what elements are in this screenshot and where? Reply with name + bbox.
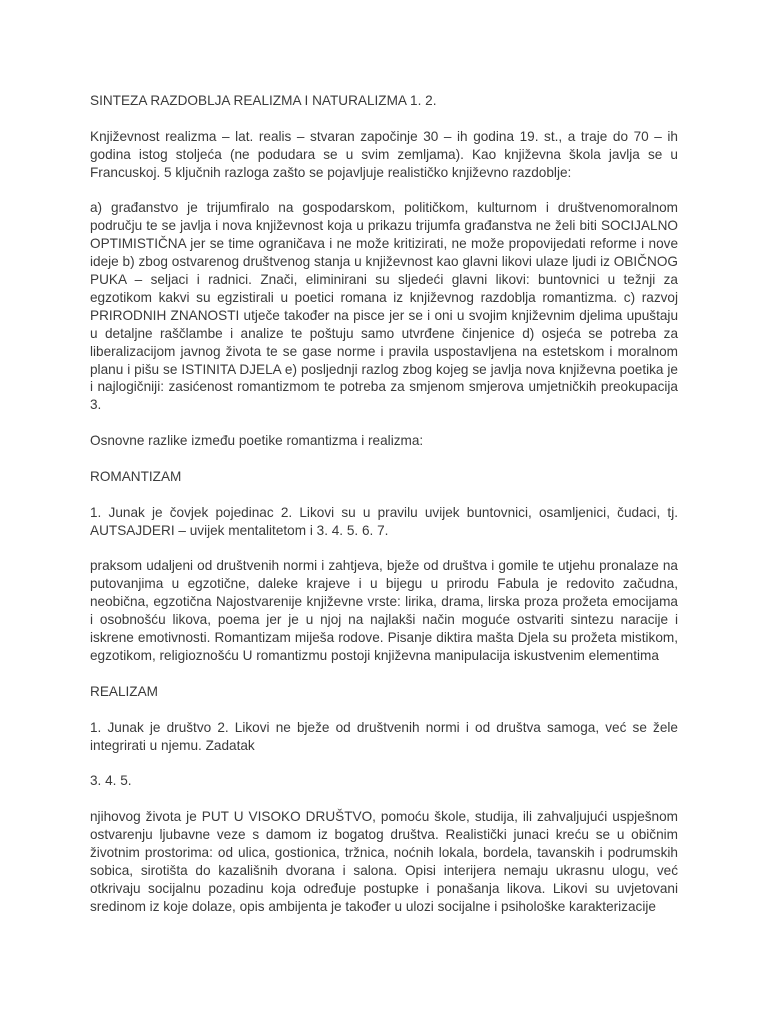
realism-heading: REALIZAM xyxy=(90,683,158,699)
document-page xyxy=(90,92,678,933)
differences-intro-paragraph: Osnovne razlike između poetike romantizma i realizma: xyxy=(90,433,424,449)
realism-details-paragraph: njihovog života je PUT U VISOKO DRUŠTVO, pomoću škole, studija, ili zahvaljujući uspješnom ostvarenju ljubavne veze s damom iz bogatog društva. Realistički junaci kreću se u običnim životnim prostorima: od ulica, gostionica, tržnica, noćnih lokala, bordela, tavanskih i podrumskih sobica, sirotišta do kazališnih dvorana i salona. Opisi interijera nemaju ukrasnu ulogu, već otkrivaju socijalnu pozadinu koja određuje postupke i ponašanja likova. Likovi su uvjetovani sredinom iz koje dolaze, opis ambijenta je također u ulozi socijalne i psihološke karakterizacije xyxy=(90,809,678,914)
intro-paragraph: Književnost realizma – lat. realis – stvaran započinje 30 – ih godina 19. st., a traje do 70 – ih godina istog stoljeća (ne podudara se u svim zemljama). Kao književna škola javlja se u Francuskoj. 5 ključnih razloga zašto se pojavljuje realističko književno razdoblje: xyxy=(90,128,678,180)
romanticism-details-paragraph: praksom udaljeni od društvenih normi i zahtjeva, bježe od društva i gomile te utjehu pronalaze na putovanjima u egzotične, daleke krajeve i u bijegu u prirodu Fabula je redovito začudna, neobična, egzotična Najostvarenije književne vrste: lirika, drama, lirska proza prožeta emocijama i osobnošću likova, poema jer je u njoj na najlakši način moguće ostvariti sintezu naracije i iskrene emotivnosti. Romantizam miješa rodove. Pisanje diktira mašta Djela su prožeta mistikom, egzotikom, religioznošću U romantizmu postoji književna manipulacija iskustvenim elementima xyxy=(90,558,678,663)
reasons-paragraph: a) građanstvo je trijumfiralo na gospodarskom, političkom, kulturnom i društvenomoralnom području te se javlja i nova književnost koja u prikazu trijumfa građanstva ne želi biti SOCIJALNO OPTIMISTIČNA jer se time ograničava i ne može kritizirati, ne može propovijedati reforme i nove ideje b) zbog ostvarenog društvenog stanja u književnost kao glavni likovi ulaze ljudi iz OBIČNOG PUKA – seljaci i radnici. Znači, eliminirani su sljedeći glavni likovi: buntovnici u težnji za egzotikom kakvi su egzistirali u poetici romana iz književnog razdoblja romantizma. c) razvoj PRIRODNIH ZNANOSTI utječe također na pisce jer se i oni u svojim književnim djelima upuštaju u detaljne raščlambe i analize te poštuju samo utvrđene činjenice d) osjeća se potreba za liberalizacijom javnog života te se gase norme i pravila uspostavljena na estetskom i moralnom planu i pišu se ISTINITA DJELA e) posljednji razlog zbog kojeg se javlja nova književna poetika je i najlogičniji: zasićenost romantizmom te potreba za smjenom smjerova umjetničkih preokupacija 3. xyxy=(90,200,678,413)
document-title: SINTEZA RAZDOBLJA REALIZMA I NATURALIZMA 1. 2. xyxy=(90,93,437,108)
realism-points-paragraph: 1. Junak je društvo 2. Likovi ne bježe od društvenih normi i od društva samoga, već se žele integrirati u njemu. Zadatak xyxy=(90,719,678,753)
realism-numbers-paragraph: 3. 4. 5. xyxy=(90,773,132,789)
romanticism-points-paragraph: 1. Junak je čovjek pojedinac 2. Likovi su u pravilu uvijek buntovnici, osamljenici, čudaci, tj. AUTSAJDERI – uvijek mentalitetom i 3. 4. 5. 6. 7. xyxy=(90,504,678,538)
romanticism-heading: ROMANTIZAM xyxy=(90,468,182,484)
